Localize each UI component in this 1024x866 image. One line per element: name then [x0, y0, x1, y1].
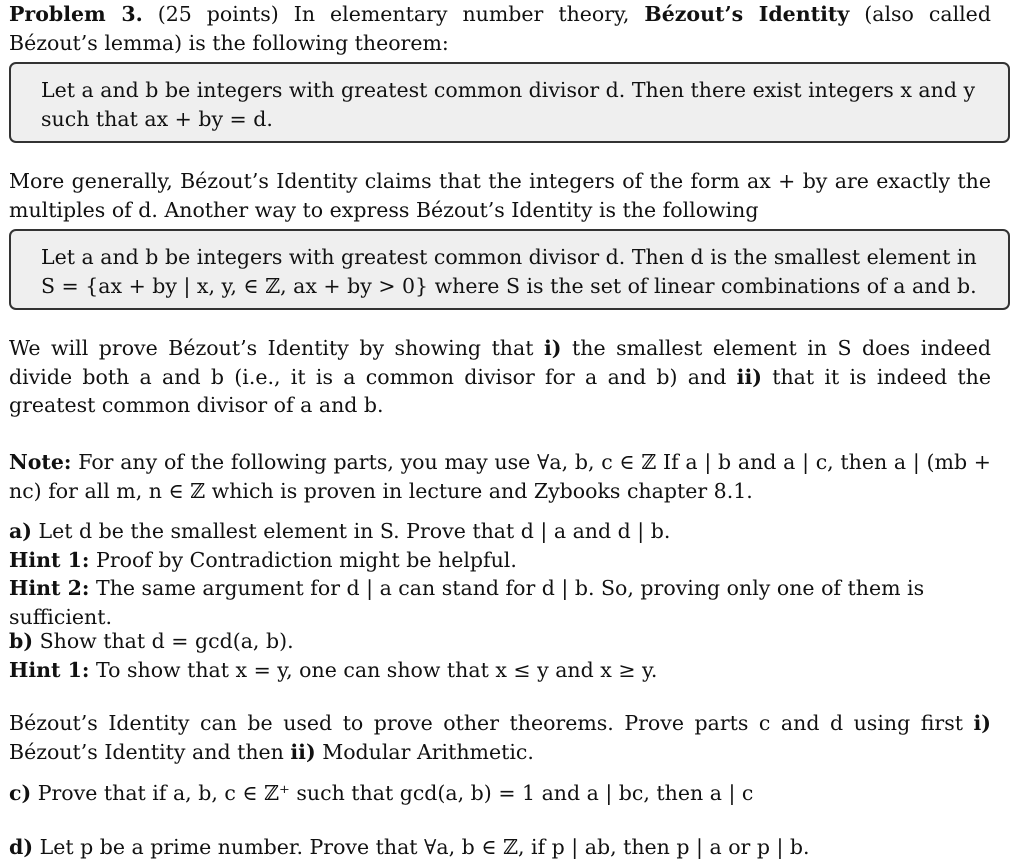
part-b-hint-1-label: Hint 1: [9, 657, 90, 682]
intro-text-a: In elementary number theory, [293, 2, 630, 26]
other-theorems-paragraph [9, 709, 991, 766]
note-label: Note: [9, 450, 72, 474]
part-b-hint-1-text: To show that x = y, one can show that x ≤ y and x ≥ y. [96, 657, 658, 682]
part-a-hint-2-text: The same argument for d | a can stand for d | b. So, proving only one of them is sufficient. [9, 576, 925, 629]
proof-plan-text-c: that it is indeed the greatest common divisor of a and b. [9, 364, 991, 417]
part-a-hint-2-label: Hint 2: [9, 576, 90, 600]
other-text-a: Bézout’s Identity can be used to prove other theorems. Prove parts c and d using first [9, 711, 963, 735]
proof-plan-paragraph [9, 334, 991, 420]
part-b-statement [9, 627, 991, 656]
part-b-hint-1 [9, 656, 991, 685]
proof-plan-text-a: We will prove Bézout’s Identity by showing that [9, 336, 534, 360]
generalization-text: More generally, Bézout’s Identity claims that the integers of the form ax + by are exactly the multiples of d. Another way to express Bézout’s Identity is the following [9, 169, 991, 222]
problem-intro [9, 0, 991, 57]
part-d-label: d) [9, 835, 34, 859]
part-a-statement [9, 517, 991, 546]
theorem-2-line-2: S = {ax + by | x, y, ∈ ℤ, ax + by > 0} where S is the set of linear combinations of a and b. [41, 273, 977, 298]
other-ii-label: ii) [290, 739, 316, 764]
proof-plan-text-b: the smallest element in S does indeed divide both a and b (i.e., it is a common divisor for a and b) and [9, 336, 991, 389]
part-a-text: Let d be the smallest element in S. Prove that d | a and d | b. [38, 519, 671, 543]
part-a-hint-1-text: Proof by Contradiction might be helpful. [96, 547, 517, 572]
proof-plan-i-label: i) [544, 336, 562, 360]
part-d [9, 833, 991, 862]
other-i-label: i) [973, 711, 991, 735]
part-a-hint-1 [9, 546, 991, 575]
part-c-text: Prove that if a, b, c ∈ ℤ⁺ such that gcd(a, b) = 1 and a | bc, then a | c [37, 781, 754, 805]
theorem-box-2 [9, 229, 1010, 310]
part-b-text: Show that d = gcd(a, b). [39, 629, 294, 653]
part-c [9, 779, 991, 808]
intro-text-b: (also called Bézout’s lemma) is the following theorem: [9, 2, 991, 55]
part-d-text: Let p be a prime number. Prove that ∀a, b ∈ ℤ, if p | ab, then p | a or p | b. [39, 835, 810, 859]
other-text-b: Bézout’s Identity and then [9, 739, 284, 764]
part-c-label: c) [9, 781, 32, 805]
theorem-1-line-2: such that ax + by = d. [41, 106, 273, 131]
proof-plan-ii-label: ii) [736, 364, 762, 389]
part-a-hint-2 [9, 574, 991, 631]
theorem-1-line-1: Let a and b be integers with greatest common divisor d. Then there exist integers x and y [41, 78, 976, 102]
note-text: For any of the following parts, you may use ∀a, b, c ∈ ℤ If a | b and a | c, then a | (mb + nc) for all m, n ∈ ℤ which is proven in lecture and Zybooks chapter 8.1. [9, 450, 991, 503]
part-a-hint-1-label: Hint 1: [9, 547, 90, 572]
other-text-c: Modular Arithmetic. [322, 739, 534, 764]
part-a-label: a) [9, 519, 32, 543]
bezout-name: Bézout’s Identity [644, 2, 850, 26]
part-a [9, 517, 991, 631]
problem-label: Problem 3. [9, 2, 143, 26]
theorem-2-line-1: Let a and b be integers with greatest common divisor d. Then d is the smallest element in [41, 245, 977, 269]
generalization-paragraph [9, 167, 991, 224]
part-b-label: b) [9, 629, 34, 653]
part-b [9, 627, 991, 684]
theorem-box-1 [9, 62, 1010, 143]
problem-points: (25 points) [157, 2, 279, 26]
note-paragraph [9, 448, 991, 505]
